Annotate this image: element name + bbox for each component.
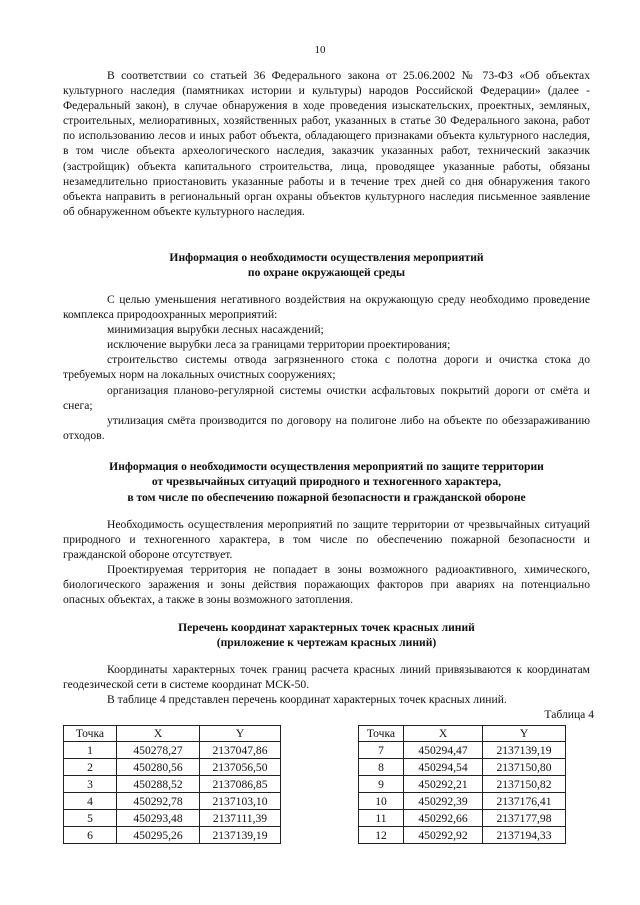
cell-x: 450294,47 [404, 742, 483, 759]
env-lead-paragraph: С целью уменьшения негативного воздействия на окружающую среду необходимо проведение комплекса природоохранных мероприятий: [63, 293, 590, 322]
cell-x: 450295,26 [117, 827, 200, 844]
env-item-4: организация планово-регулярной системы очистки асфальтовых покрытий дороги от смёта и снега; [63, 383, 590, 412]
env-heading-line1: Информация о необходимости осуществления мероприятий [169, 251, 484, 264]
cell-x: 450292,92 [404, 827, 483, 844]
column-header-y: Y [483, 726, 566, 742]
cell-point: 6 [64, 827, 117, 844]
table-row [64, 759, 281, 776]
cell-x: 450294,54 [404, 759, 483, 776]
cell-y: 2137194,33 [483, 827, 566, 844]
column-header-point: Точка [359, 726, 404, 742]
emergency-heading [63, 459, 590, 505]
table-row [359, 810, 566, 827]
table-row [64, 810, 281, 827]
coords-table-left-body [64, 742, 281, 844]
cell-point: 10 [359, 793, 404, 810]
cell-y: 2137056,50 [200, 759, 281, 776]
cell-point: 5 [64, 810, 117, 827]
table-row [359, 776, 566, 793]
cell-y: 2137139,19 [200, 827, 281, 844]
coords-table-left [63, 725, 281, 844]
env-item-1: минимизация вырубки лесных насаждений; [107, 323, 324, 337]
env-heading-line2: по охране окружающей среды [247, 266, 406, 280]
emergency-paragraph-2: Проектируемая территория не попадает в зоны возможного радиоактивного, химического, биологического заражения и зоны действия поражающих факторов при авариях на потенциально опасных объектах, а также в зоны возможного затопления. [63, 563, 590, 607]
coords-table-right-body [359, 742, 566, 844]
cell-x: 450288,52 [117, 776, 200, 793]
cell-y: 2137176,41 [483, 793, 566, 810]
cell-point: 1 [64, 742, 117, 759]
table-header-row [64, 726, 281, 742]
column-header-point: Точка [64, 726, 117, 742]
coords-section-body [63, 662, 590, 707]
emergency-heading-line1: Информация о необходимости осуществления мероприятий по защите территории [109, 460, 544, 473]
intro-paragraph: В соответствии со статьей 36 Федерального закона от 25.06.2002 № 73-ФЗ «Об объектах культурного наследия (памятниках истории и культуры) народов Российской Федерации» (далее - Федеральный закон), в случае обнаружения в ходе проведения изыскательских, проектных, земляных, строительных, мелиоративных, хозяйственных работ, указанных в статье 30 Федерального закона, работ по использованию лесов и иных работ объекта, обладающего признаками объекта культурного наследия, в том числе объекта археологического наследия, заказчик указанных работ, технический заказчик (застройщик) объекта капитального строительства, лица, проводящее указанные работы, обязаны незамедлительно приостановить указанные работы и в течение трех дней со дня обнаружения такого объекта направить в региональный орган охраны объектов культурного наследия письменное заявление об обнаруженном объекте культурного наследия. [63, 69, 590, 218]
cell-point: 9 [359, 776, 404, 793]
env-item-2: исключение вырубки леса за границами территории проектирования; [107, 338, 451, 352]
emergency-heading-line2: от чрезвычайных ситуаций природного и техногенного характера, [151, 475, 502, 489]
cell-x: 450280,56 [117, 759, 200, 776]
table-row [64, 776, 281, 793]
cell-x: 450278,27 [117, 742, 200, 759]
table-row [359, 759, 566, 776]
cell-point: 2 [64, 759, 117, 776]
table-header-row [359, 726, 566, 742]
cell-point: 8 [359, 759, 404, 776]
cell-point: 12 [359, 827, 404, 844]
table-row [359, 827, 566, 844]
table-row [359, 793, 566, 810]
cell-x: 450292,66 [404, 810, 483, 827]
cell-y: 2137086,85 [200, 776, 281, 793]
cell-y: 2137047,86 [200, 742, 281, 759]
cell-point: 4 [64, 793, 117, 810]
env-item-3: строительство системы отвода загрязненного стока с полотна дороги и очистка стока до требуемых норм на локальных очистных сооружениях; [63, 353, 590, 382]
env-item-5: утилизация смёта производится по договору на полигоне либо на объекте по обеззараживанию отходов. [63, 413, 590, 442]
cell-point: 11 [359, 810, 404, 827]
emergency-heading-line3: в том числе по обеспечению пожарной безопасности и гражданской обороне [127, 490, 526, 504]
emergency-section-body [63, 517, 590, 608]
cell-y: 2137177,98 [483, 810, 566, 827]
cell-y: 2137150,80 [483, 759, 566, 776]
cell-y: 2137139,19 [483, 742, 566, 759]
table-row [359, 742, 566, 759]
coords-heading-line2: (приложение к чертежам красных линий) [216, 636, 437, 650]
page-number: 10 [314, 44, 326, 56]
cell-y: 2137103,10 [200, 793, 281, 810]
cell-y: 2137111,39 [200, 810, 281, 827]
emergency-paragraph-1: Необходимость осуществления мероприятий по защите территории от чрезвычайных ситуаций природного и техногенного характера, в том числе по обеспечению пожарной безопасности и гражданской обороне отсутствует. [63, 518, 590, 562]
table-row [64, 742, 281, 759]
cell-y: 2137150,82 [483, 776, 566, 793]
cell-x: 450293,48 [117, 810, 200, 827]
coords-paragraph-2: В таблице 4 представлен перечень координат характерных точек красных линий. [107, 693, 507, 707]
env-section-body [63, 292, 590, 443]
coords-table-right [358, 725, 566, 844]
env-heading [63, 250, 590, 281]
column-header-y: Y [200, 726, 281, 742]
coords-paragraph-1: Координаты характерных точек границ расчета красных линий привязываются к координатам геодезической сети в системе координат МСК-50. [63, 663, 590, 692]
table-caption: Таблица 4 [544, 708, 594, 721]
column-header-x: X [404, 726, 483, 742]
coords-heading-line1: Перечень координат характерных точек красных линий [178, 621, 475, 634]
cell-x: 450292,78 [117, 793, 200, 810]
cell-point: 3 [64, 776, 117, 793]
coords-heading [63, 620, 590, 651]
cell-x: 450292,39 [404, 793, 483, 810]
table-row [64, 793, 281, 810]
cell-point: 7 [359, 742, 404, 759]
cell-x: 450292,21 [404, 776, 483, 793]
column-header-x: X [117, 726, 200, 742]
table-row [64, 827, 281, 844]
